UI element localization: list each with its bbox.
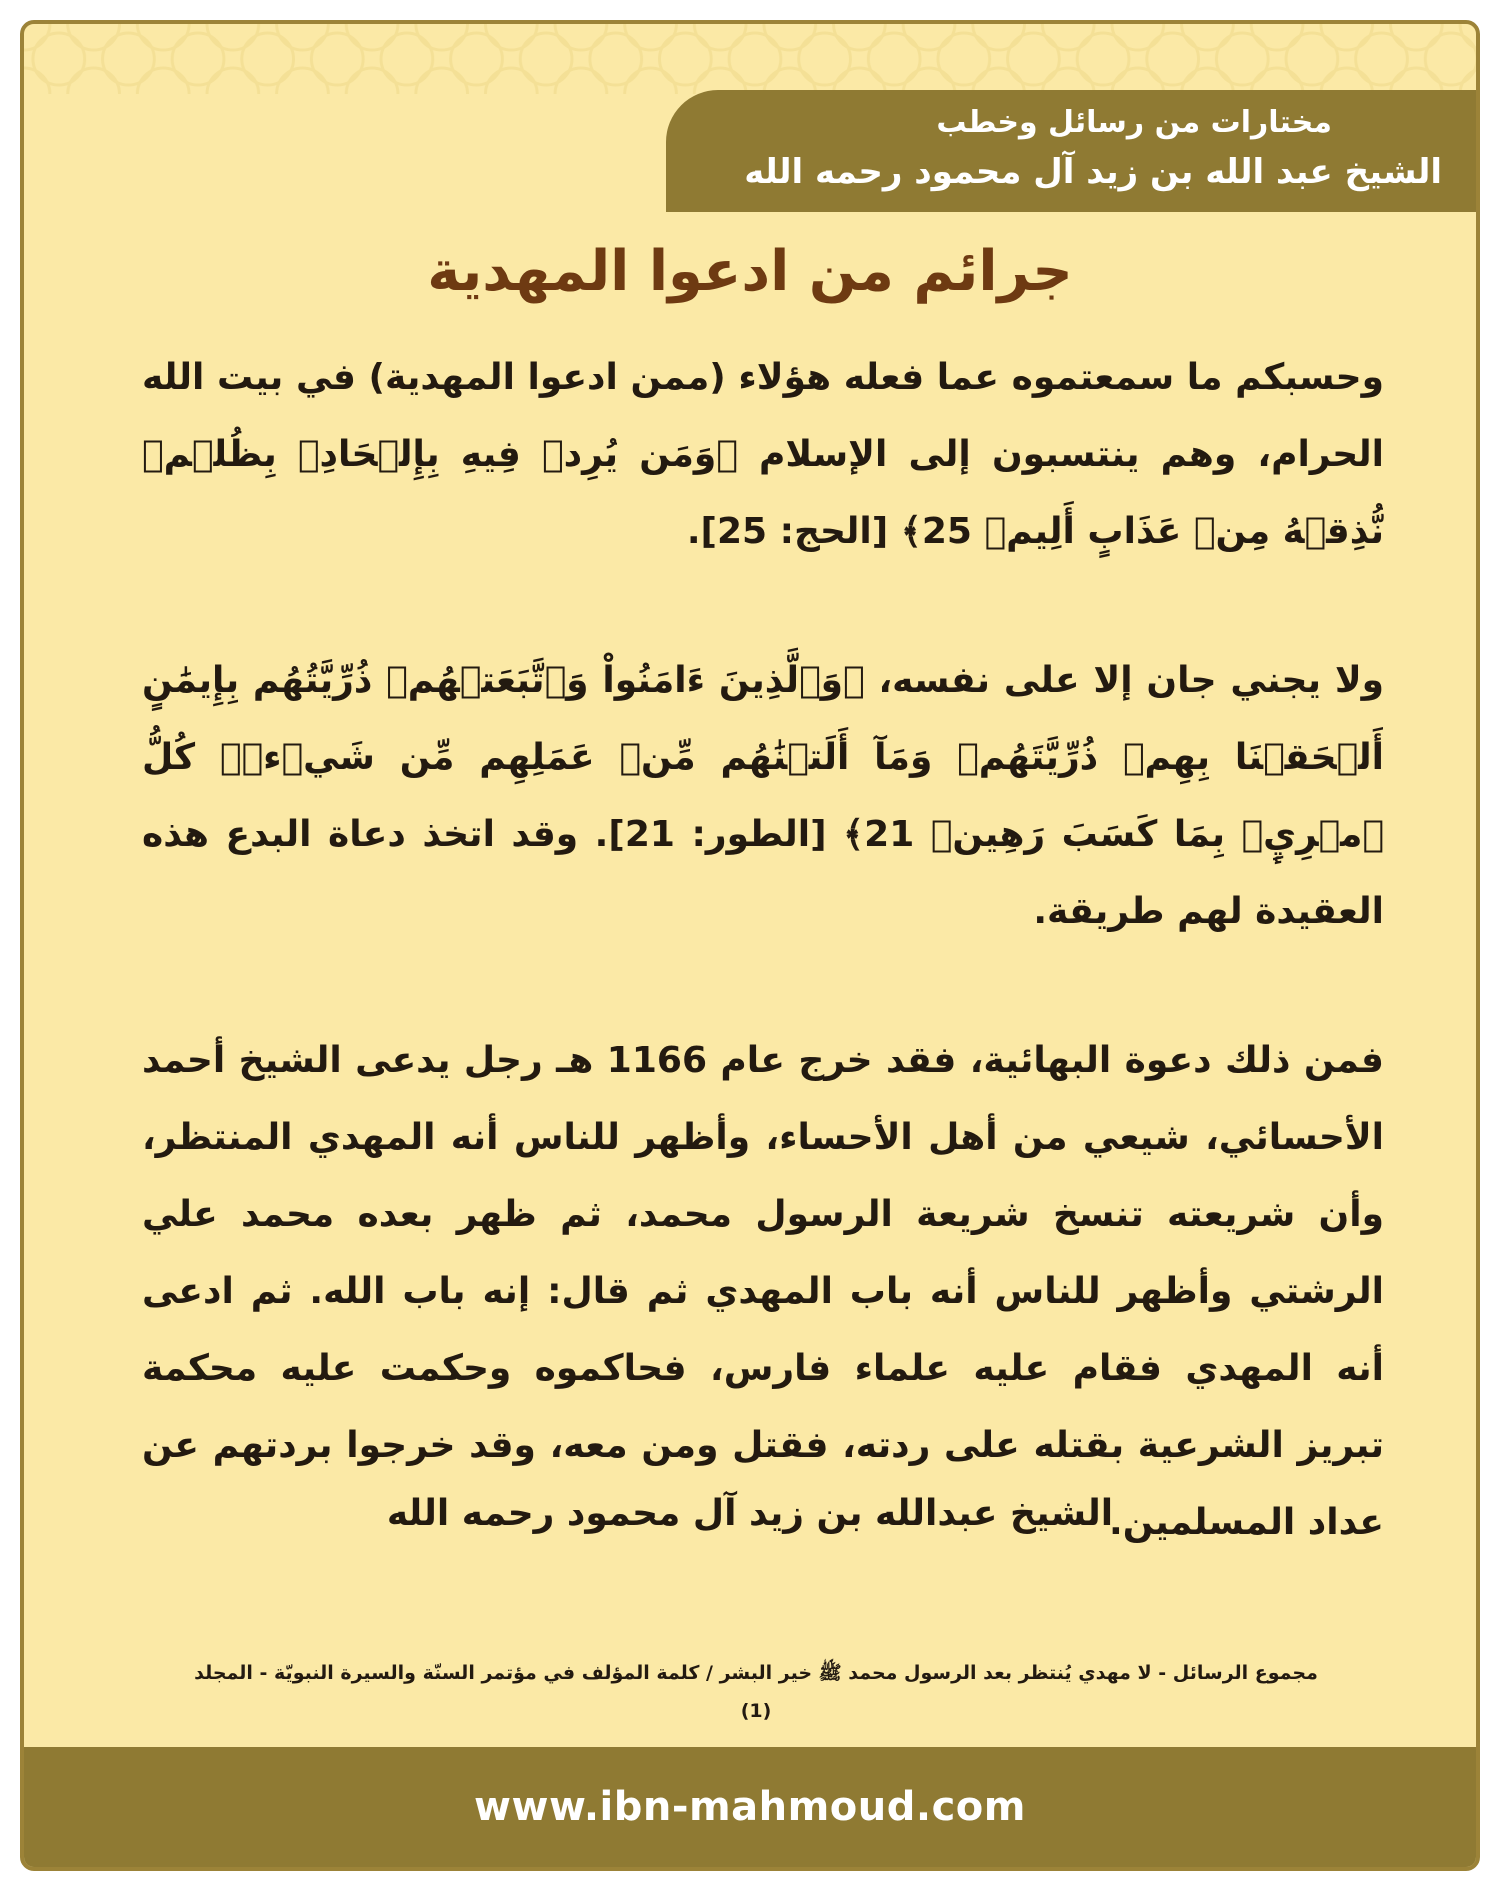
source-citation bbox=[124, 1654, 1388, 1730]
article-body bbox=[142, 339, 1384, 1633]
header-banner bbox=[666, 90, 1476, 212]
header-author: الشيخ عبد الله بن زيد آل محمود رحمه الله bbox=[744, 152, 1442, 192]
website-link[interactable]: www.ibn-mahmoud.com bbox=[474, 1784, 1026, 1830]
article-signature: الشيخ عبدالله بن زيد آل محمود رحمه الله bbox=[386, 1493, 1114, 1534]
article-paragraph: فمن ذلك دعوة البهائية، فقد خرج عام 1166 هـ رجل يدعى الشيخ أحمد الأحسائي، شيعي من أهل الأحساء، وأظهر للناس أنه المهدي المنتظر، وأن شريعته تنسخ شريعة الرسول محمد، ثم ظهر بعده محمد علي الرشتي وأظهر للناس أنه باب المهدي ثم قال: إنه باب الله. ثم ادعى أنه المهدي فقام عليه علماء فارس، فحاكموه وحكمت عليه محكمة تبريز الشرعية بقتله على ردته، فقتل ومن معه، وقد خرجوا بردتهم عن عداد المسلمين. bbox=[142, 1040, 1384, 1543]
page-frame bbox=[20, 20, 1480, 1871]
decorative-pattern bbox=[24, 24, 1476, 94]
article-paragraph: وحسبكم ما سمعتموه عما فعله هؤلاء (ممن ادعوا المهدية) في بيت الله الحرام، وهم ينتسبون إلى الإسلام ﴿وَمَن يُرِدۡ فِيهِ بِإِلۡحَادِۭ بِظُلۡمٖ نُّذِقۡهُ مِنۡ عَذَابٍ أَلِيمٖ 25﴾ [الحج: 25]. bbox=[142, 357, 1384, 552]
article-paragraph: ولا يجني جان إلا على نفسه، ﴿وَٱلَّذِينَ ءَامَنُواْ وَٱتَّبَعَتۡهُمۡ ذُرِّيَّتُهُم بِإِيمَٰنٍ أَلۡحَقۡنَا بِهِمۡ ذُرِّيَّتَهُمۡ وَمَآ أَلَتۡنَٰهُم مِّنۡ عَمَلِهِم مِّن شَيۡءٖۚ كُلُّ ٱمۡرِيِٕۭ بِمَا كَسَبَ رَهِينٞ 21﴾ [الطور: 21]. وقد اتخذ دعاة البدع هذه العقيدة لهم طريقة. bbox=[142, 660, 1385, 932]
article-title: جرائم من ادعوا المهدية bbox=[427, 239, 1073, 304]
source-volume: (1) bbox=[740, 1700, 772, 1722]
header-subtitle: مختارات من رسائل وخطب bbox=[936, 105, 1332, 140]
footer-bar bbox=[24, 1747, 1476, 1867]
source-line: مجموع الرسائل - لا مهدي يُنتظر بعد الرسول محمد ﷺ خير البشر / كلمة المؤلف في مؤتمر السنّة والسيرة النبويّة - المجلد bbox=[194, 1662, 1318, 1684]
